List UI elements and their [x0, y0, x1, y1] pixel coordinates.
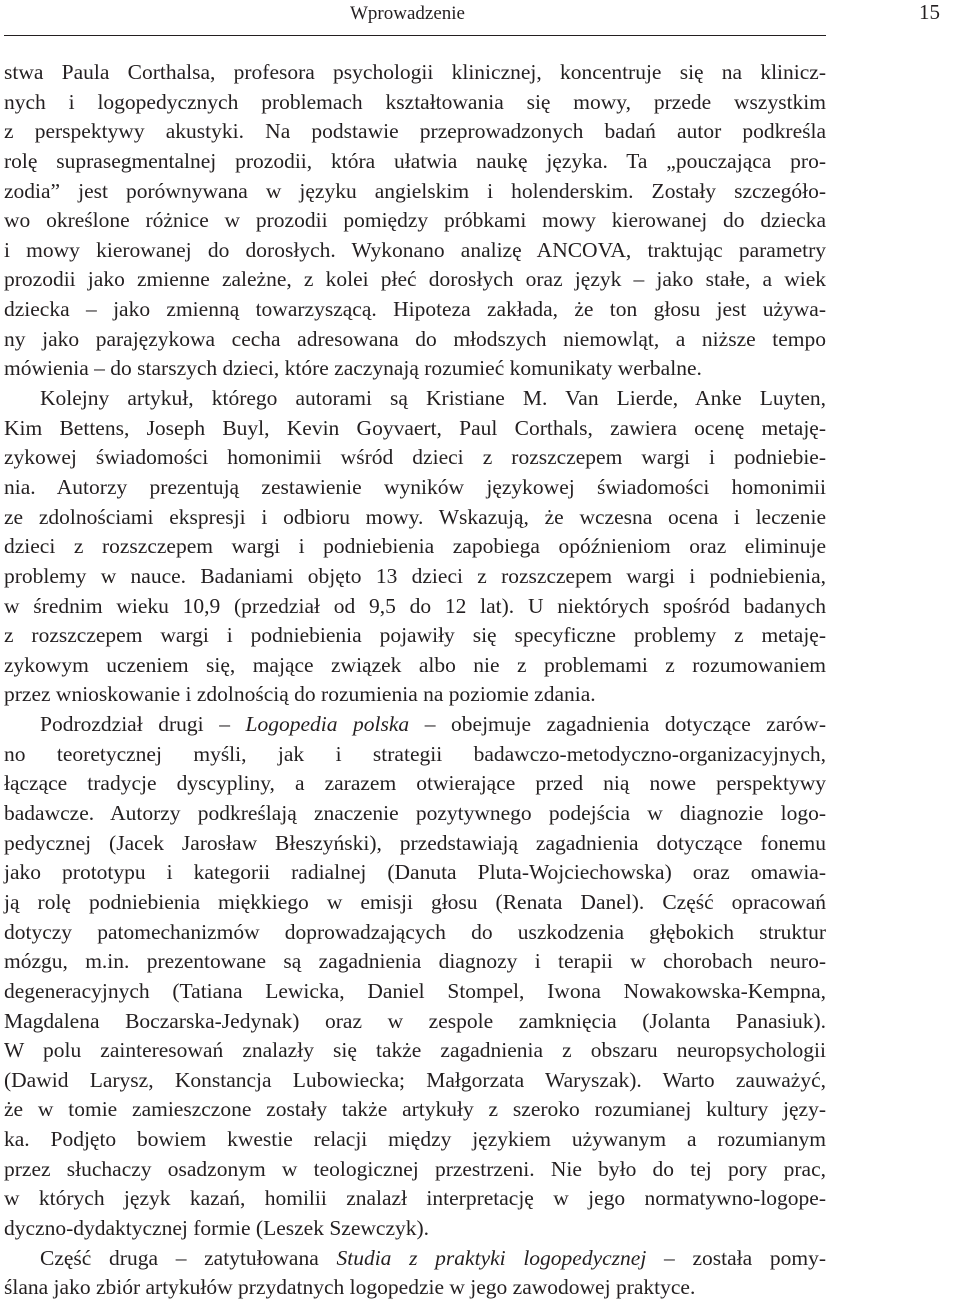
text-line: badawcze. Autorzy podkreślają znaczenie pozytywnego podejścia w diagnozie logo- — [4, 801, 826, 826]
text-line: z rozszczepem wargi i podniebienia pojawiły się specyficzne problemy z metaję- — [4, 623, 826, 648]
text-segment: Część druga – zatytułowana — [40, 1245, 337, 1270]
text-segment: Podrozdział drugi – — [40, 712, 246, 737]
text-segment: – obejmuje zagadnienia dotyczące zarów- — [409, 712, 826, 737]
text-line: stwa Paula Corthalsa, profesora psychologii klinicznej, koncentruje się na klinicz- — [4, 60, 826, 84]
text-line: łączące tradycje dyscypliny, a zarazem otwierające przed nią nowe perspektywy — [4, 771, 826, 796]
text-line: i mowy kierowanej do dorosłych. Wykonano analizę ANCOVA, traktując parametry — [4, 237, 826, 262]
text-line: ślana jako zbiór artykułów przydatnych logopedzie w jego zawodowej praktyce. — [4, 1275, 696, 1300]
text-line: dotyczy patomechanizmów doprowadzających do uszkodzenia głębokich struktur — [4, 919, 826, 944]
text-line: ny jako parajęzykowa cecha adresowana do młodszych niemowląt, a niższe tempo — [4, 326, 826, 351]
text-line: prozodii jako zmienne zależne, z kolei płeć dorosłych oraz język – jako stałe, a wiek — [4, 267, 826, 292]
text-line: z perspektywy akustyki. Na podstawie przeprowadzonych badań autor podkreśla — [4, 119, 826, 144]
text-line: mówienia – do starszych dzieci, które zaczynają rozumieć komunikaty werbalne. — [4, 356, 702, 381]
text-line: że w tomie zamieszczone zostały także artykuły z szeroko rozumianej kultury języ- — [4, 1097, 826, 1122]
text-line: Kolejny artykuł, którego autorami są Kristiane M. Van Lierde, Anke Luyten, — [40, 386, 826, 411]
italic-title: Studia z praktyki logopedycznej — [336, 1245, 647, 1270]
italic-title: Logopedia polska — [245, 712, 410, 737]
text-line: nych i logopedycznych problemach kształtowania się mowy, przede wszystkim — [4, 89, 826, 114]
text-line: zodia” jest porównywana w języku angielskim i holenderskim. Zostały szczegóło- — [4, 178, 826, 203]
text-line: (Dawid Larysz, Konstancja Lubowiecka; Małgorzata Waryszak). Warto zauważyć, — [4, 1067, 826, 1092]
text-line: ka. Podjęto bowiem kwestie relacji między językiem używanym a rozumianym — [4, 1127, 826, 1152]
text-line: rolę suprasegmentalnej prozodii, która ułatwia naukę języka. Ta „pouczająca pro- — [4, 148, 826, 173]
text-line: degeneracyjnych (Tatiana Lewicka, Daniel Stompel, Iwona Nowakowska-Kempna, — [4, 978, 826, 1003]
text-line: dziecka – jako zmienną towarzyszącą. Hipoteza zakłada, że ton głosu jest używa- — [4, 297, 826, 322]
text-line: no teoretycznej myśli, jak i strategii badawczo-metodyczno-organizacyjnych, — [4, 741, 826, 766]
text-line: W polu zainteresowań znalazły się także zagadnienia z obszaru neuropsychologii — [4, 1038, 826, 1063]
header-rule — [4, 35, 826, 36]
text-line: problemy w nauce. Badaniami objęto 13 dzieci z rozszczepem wargi i podniebienia, — [4, 563, 826, 588]
running-header — [0, 0, 960, 34]
text-line: dyczno-dydaktycznej formie (Leszek Szewczyk). — [4, 1215, 430, 1240]
text-line: Kim Bettens, Joseph Buyl, Kevin Goyvaert, Paul Corthals, zawiera ocenę metaję- — [4, 415, 826, 440]
text-line: jako prototypu i kategorii radialnej (Danuta Pluta-Wojciechowska) oraz omawia- — [4, 860, 826, 885]
text-line: pedycznej (Jacek Jarosław Błeszyński), przedstawiają zagadnienia dotyczące fonemu — [4, 830, 826, 855]
text-line: wo określone różnice w prozodii pomiędzy próbkami mowy kierowanej do dziecka — [4, 208, 826, 233]
text-segment: – została pomy- — [646, 1245, 827, 1270]
text-line: ją rolę podniebienia miękkiego w emisji głosu (Renata Danel). Część opracowań — [4, 889, 826, 914]
page-number: 15 — [919, 0, 940, 24]
text-line: Magdalena Boczarska-Jedynak) oraz w zespole zamknięcia (Jolanta Panasiuk). — [4, 1008, 826, 1033]
text-line: zykowej świadomości homonimii wśród dzieci z rozszczepem wargi i podniebie- — [4, 445, 826, 470]
body-text — [4, 58, 826, 1303]
text-line: nia. Autorzy prezentują zestawienie wyników językowej świadomości homonimii — [4, 474, 826, 499]
text-line: ze zdolnościami ekspresji i odbioru mowy. Wskazują, że wczesna ocena i leczenie — [4, 504, 826, 529]
text-line: mózgu, m.in. prezentowane są zagadnienia diagnozy i terapii w chorobach neuro- — [4, 949, 826, 974]
text-line: w których język kazań, homilii znalazł interpretację w jego normatywno-logope- — [4, 1186, 826, 1211]
text-line: zykowym uczeniem się, mające związek albo nie z problemami z rozumowaniem — [4, 652, 826, 677]
text-line: przez słuchaczy osadzonym w teologicznej przestrzeni. Nie było do tej pory prac, — [4, 1156, 826, 1181]
text-line: przez wnioskowanie i zdolnością do rozumienia na poziomie zdania. — [4, 682, 596, 707]
text-line: w średnim wieku 10,9 (przedział od 9,5 do 12 lat). U niektórych spośród badanych — [4, 593, 826, 618]
text-line — [4, 710, 826, 740]
running-title: Wprowadzenie — [350, 3, 465, 24]
text-line: dzieci z rozszczepem wargi i podniebienia zapobiega opóźnieniom oraz eliminuje — [4, 534, 826, 559]
text-line — [4, 1244, 826, 1274]
